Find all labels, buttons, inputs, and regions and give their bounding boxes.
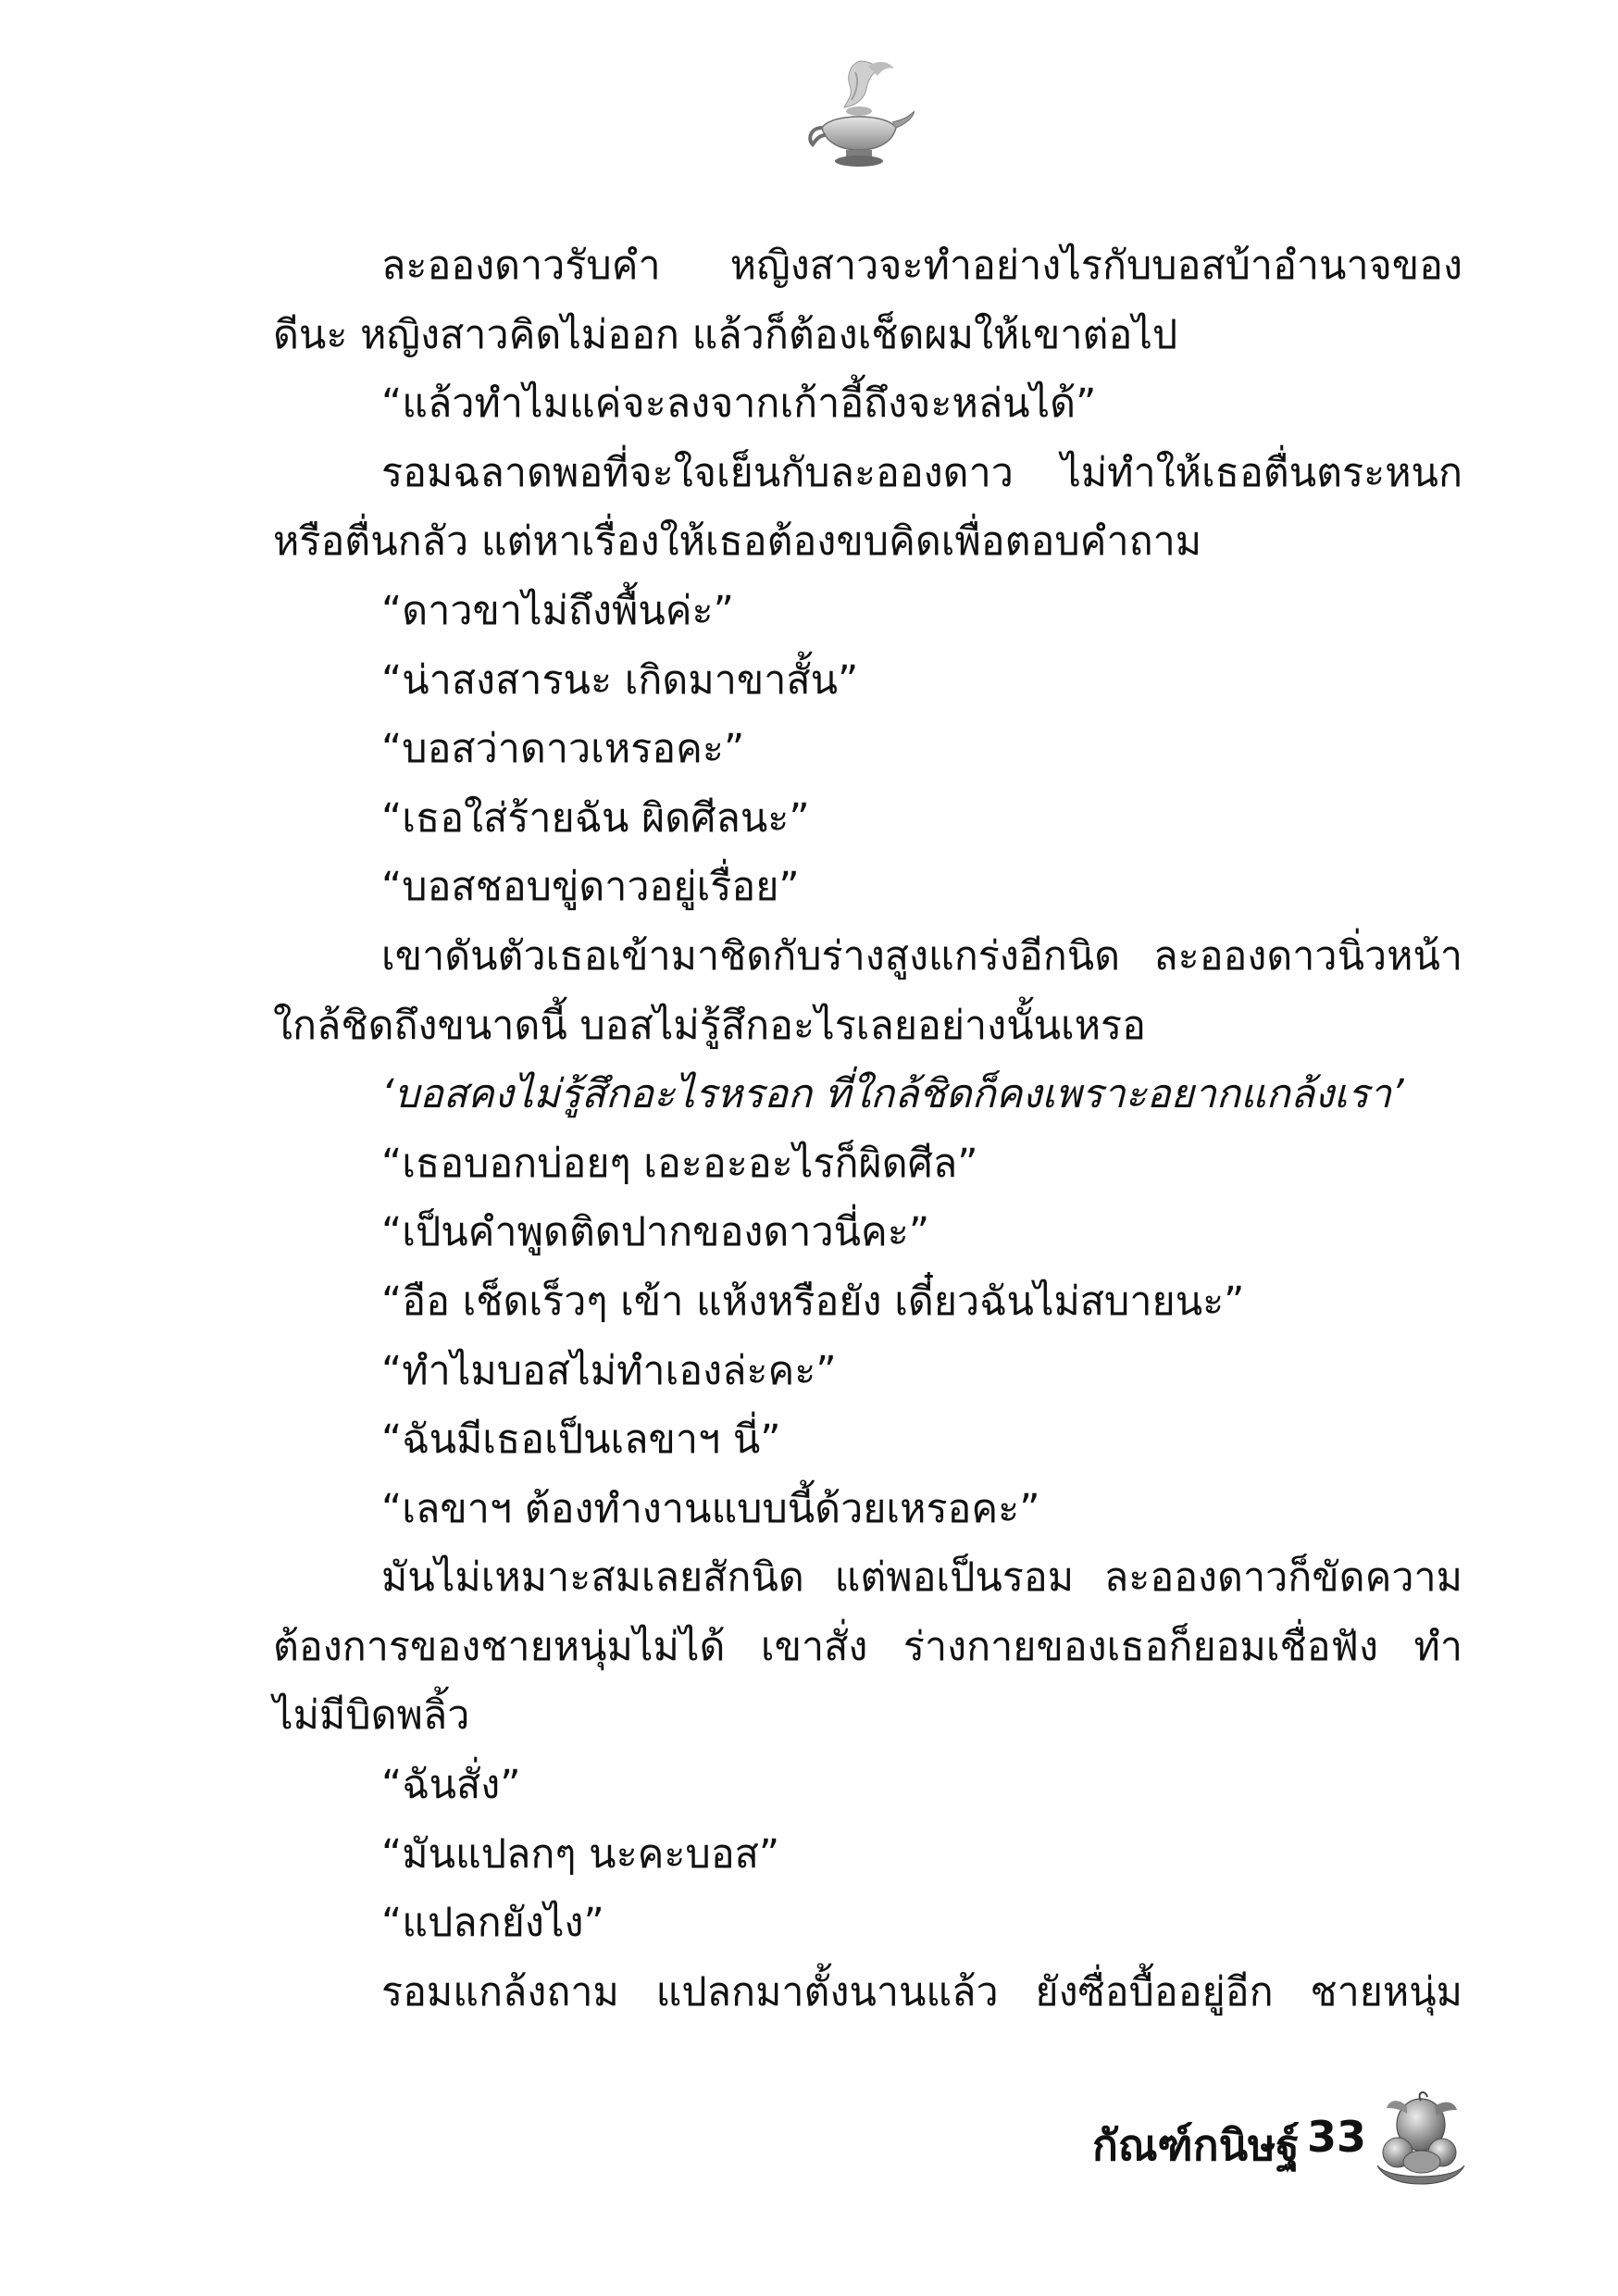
text-line: “เป็นคำพูดติดปากของดาวนี่คะ” xyxy=(381,1209,930,1256)
text-line: “ดาวขาไม่ถึงพื้นค่ะ” xyxy=(381,587,734,634)
text-line: รอมฉลาดพอที่จะใจเย็นกับละอองดาว ไม่ทำให้เธอตื่นตระหนก xyxy=(381,449,1462,496)
text-line: ใกล้ชิดถึงขนาดนี้ บอสไม่รู้สึกอะไรเลยอย่างนั้นเหรอ xyxy=(273,1002,1146,1049)
text-line: “แล้วทำไมแค่จะลงจากเก้าอี้ถึงจะหล่นได้” xyxy=(381,381,1097,428)
text-line: “บอสชอบขู่ดาวอยู่เรื่อย” xyxy=(381,864,800,911)
text-line: รอมแกล้งถาม แปลกมาตั้งนานแล้ว ยังซื่อบื้ออยู่อีก ชายหนุ่ม xyxy=(381,1968,1462,2015)
text-line: “เลขาฯ ต้องทำงานแบบนี้ด้วยเหรอคะ” xyxy=(381,1485,1040,1532)
text-line: “ฉันสั่ง” xyxy=(381,1762,521,1809)
text-line: ไม่มีบิดพลิ้ว xyxy=(273,1692,470,1740)
text-line: เขาดันตัวเธอเข้ามาชิดกับร่างสูงแกร่งอีกนิด ละอองดาวนิ่วหน้า xyxy=(381,932,1462,980)
text-line: “อือ เช็ดเร็วๆ เข้า แห้งหรือยัง เดี๋ยวฉันไม่สบายนะ” xyxy=(381,1278,1245,1325)
page-number: 33 xyxy=(1307,2112,1367,2162)
text-line: หรือตื่นกลัว แต่หาเรื่องให้เธอต้องขบคิดเพื่อตอบคำถาม xyxy=(273,518,1202,566)
genie-lamp-icon xyxy=(803,54,915,174)
text-line: “แปลกยังไง” xyxy=(381,1900,604,1947)
text-line: “ทำไมบอสไม่ทำเองล่ะคะ” xyxy=(381,1347,837,1394)
book-title: กัณฑ์กนิษฐ์ xyxy=(1092,2120,1300,2170)
text-line: มันไม่เหมาะสมเลยสักนิด แต่พอเป็นรอม ละอองดาวก็ขัดความ xyxy=(381,1554,1462,1602)
body-text xyxy=(273,231,1462,2027)
text-line: “มันแปลกๆ นะคะบอส” xyxy=(381,1830,780,1878)
text-line: “เธอบอกบ่อยๆ เอะอะอะไรก็ผิดศีล” xyxy=(381,1140,978,1187)
text-line: ต้องการของชายหนุ่มไม่ได้ เขาสั่ง ร่างกายของเธอก็ยอมเชื่อฟัง ทำ xyxy=(273,1623,1462,1670)
fruit-bowl-icon xyxy=(1370,2088,1472,2190)
text-line: ละอองดาวรับคำ หญิงสาวจะทำอย่างไรกับบอสบ้าอำนาจของ xyxy=(381,243,1462,289)
text-line: “บอสว่าดาวเหรอคะ” xyxy=(381,726,745,773)
text-line: ดีนะ หญิงสาวคิดไม่ออก แล้วก็ต้องเช็ดผมให้เขาต่อไป xyxy=(273,311,1178,358)
page-footer xyxy=(1092,2088,1481,2190)
text-line: “ฉันมีเธอเป็นเลขาฯ นี่” xyxy=(381,1416,781,1464)
text-line: “เธอใส่ร้ายฉัน ผิดศีลนะ” xyxy=(381,794,810,842)
text-line: “น่าสงสารนะ เกิดมาขาสั้น” xyxy=(381,656,859,704)
text-line: ‘บอสคงไม่รู้สึกอะไรหรอก ที่ใกล้ชิดก็คงเพราะอยากแกล้งเรา’ xyxy=(381,1071,1404,1118)
